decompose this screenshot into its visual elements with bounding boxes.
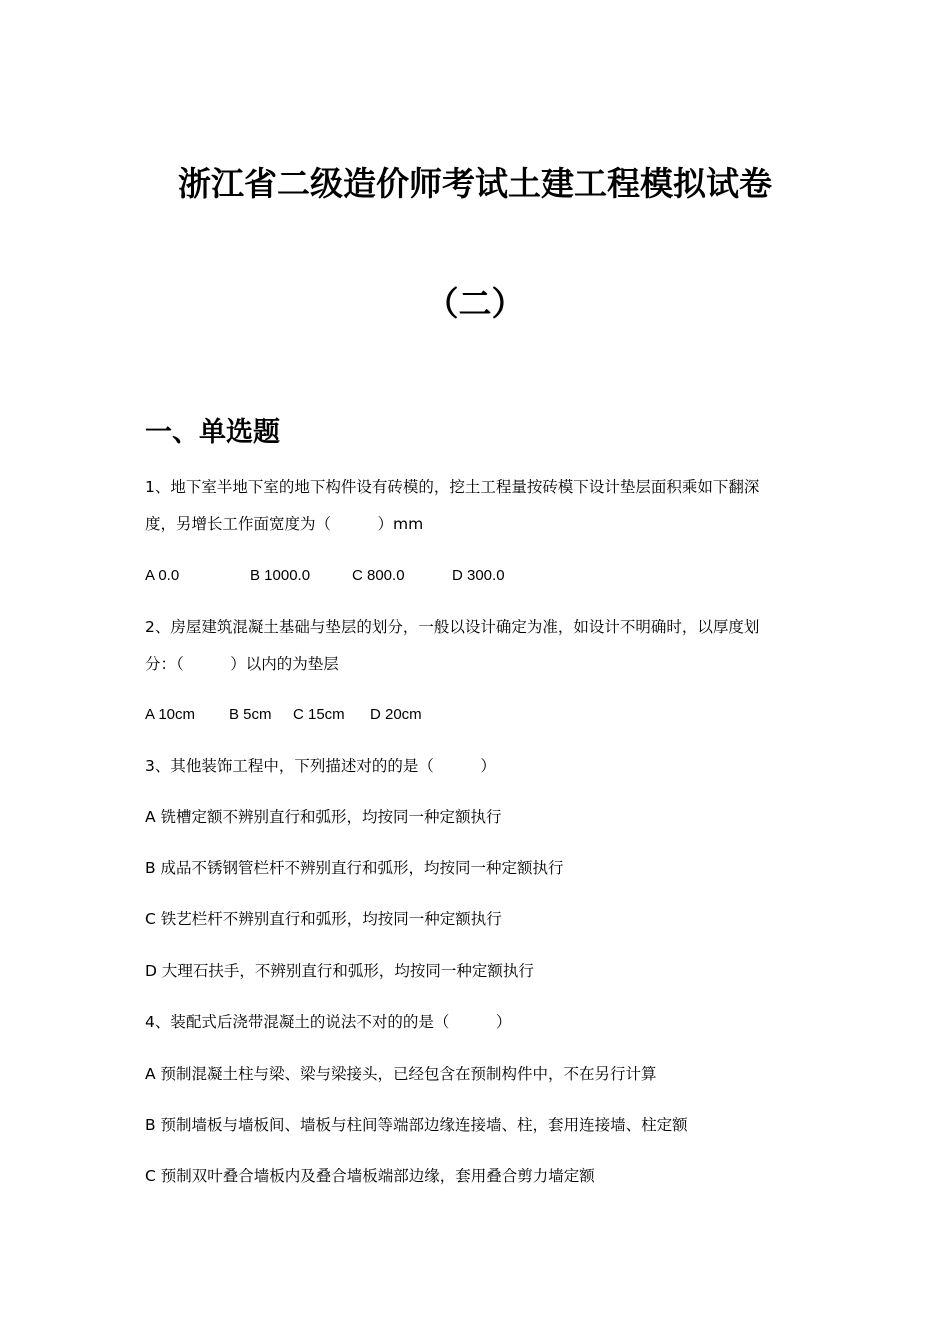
section-heading: 一、单选题 [145, 417, 280, 448]
question-3-option-c: C 铁艺栏杆不辨别直行和弧形，均按同一种定额执行 [145, 910, 502, 928]
question-1-option-a: A 0.0 [145, 567, 180, 584]
question-2-stem-line-1: 2、房屋建筑混凝土基础与垫层的划分，一般以设计确定为准，如设计不明确时，以厚度划 [145, 618, 760, 636]
question-3-stem: 3、其他装饰工程中，下列描述对的的是（ ） [145, 757, 496, 775]
question-2-option-d: D 20cm [370, 706, 422, 723]
question-4-option-c: C 预制双叶叠合墙板内及叠合墙板端部边缘，套用叠合剪力墙定额 [145, 1167, 595, 1185]
question-1-option-c: C 800.0 [352, 567, 405, 584]
question-1-option-d: D 300.0 [452, 567, 505, 584]
question-2-option-c: C 15cm [293, 706, 345, 723]
question-3-option-b: B 成品不锈钢管栏杆不辨别直行和弧形，均按同一种定额执行 [145, 859, 564, 877]
question-4-stem: 4、装配式后浇带混凝土的说法不对的的是（ ） [145, 1013, 512, 1031]
question-2-stem-line-2: 分：（ ）以内的为垫层 [145, 655, 339, 673]
question-4-option-b: B 预制墙板与墙板间、墙板与柱间等端部边缘连接墙、柱，套用连接墙、柱定额 [145, 1116, 688, 1134]
document-subtitle: （二） [425, 284, 525, 323]
question-2-option-b: B 5cm [229, 706, 272, 723]
question-1-stem-line-2: 度，另增长工作面宽度为（ ）mm [145, 515, 424, 533]
question-1-stem-line-1: 1、地下室半地下室的地下构件设有砖模的，挖土工程量按砖模下设计垫层面积乘如下翻深 [145, 478, 760, 496]
document-title: 浙江省二级造价师考试土建工程模拟试卷 [178, 164, 772, 203]
question-2-option-a: A 10cm [145, 706, 196, 723]
question-3-option-a: A 铣槽定额不辨别直行和弧形，均按同一种定额执行 [145, 808, 502, 826]
question-3-option-d: D 大理石扶手，不辨别直行和弧形，均按同一种定额执行 [145, 962, 534, 980]
question-4-option-a: A 预制混凝土柱与梁、梁与梁接头，已经包含在预制构件中，不在另行计算 [145, 1065, 657, 1083]
question-1-option-b: B 1000.0 [250, 567, 311, 584]
